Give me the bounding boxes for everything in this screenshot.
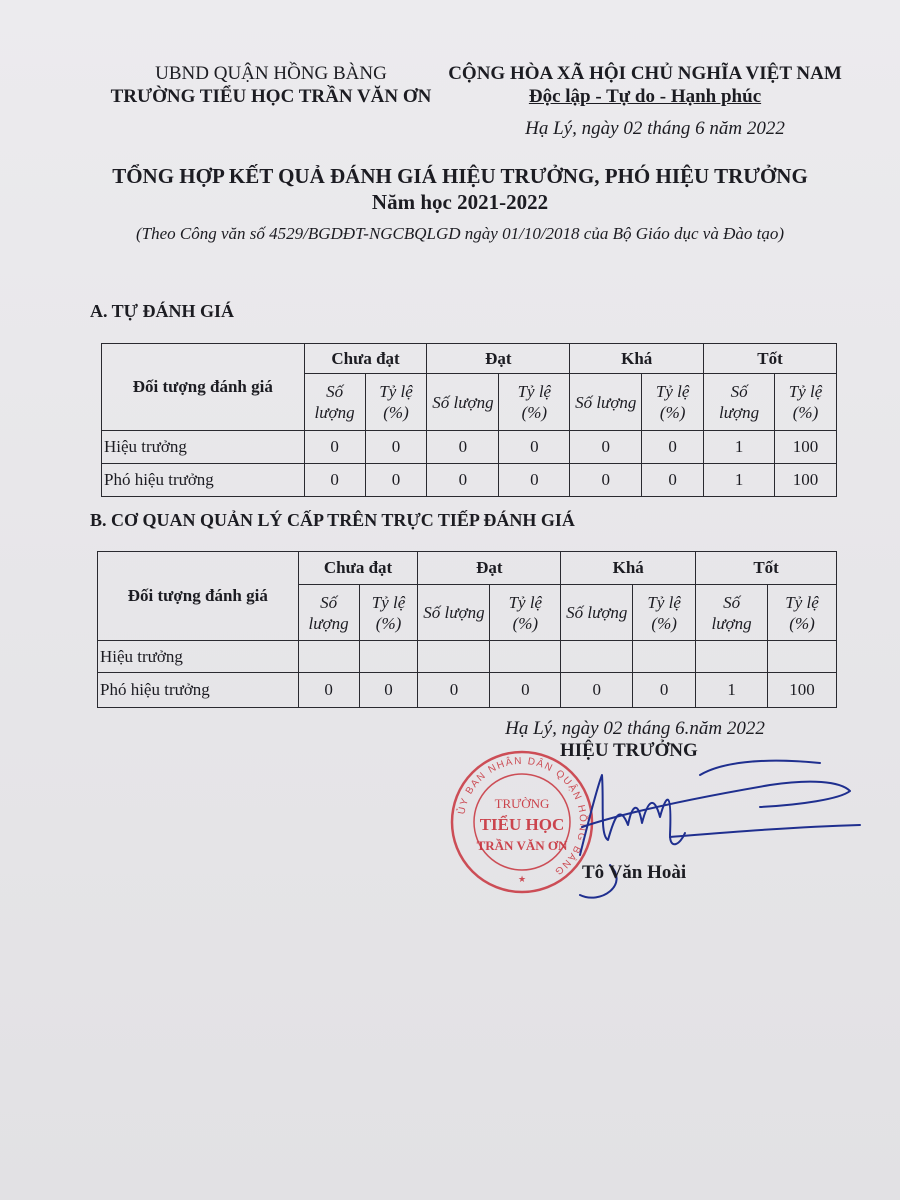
- group-header: Chưa đạt: [304, 344, 427, 374]
- row-label: Phó hiệu trưởng: [102, 464, 305, 497]
- group-header: Đạt: [418, 552, 561, 585]
- cell: 0: [561, 673, 633, 708]
- cell: [561, 641, 633, 673]
- cell: 1: [696, 673, 768, 708]
- group-header: Tốt: [704, 344, 837, 374]
- cell: [359, 641, 418, 673]
- group-header: Khá: [570, 344, 704, 374]
- object-header: Đối tượng đánh giá: [98, 552, 299, 641]
- cell: 0: [570, 431, 642, 464]
- cell: 0: [633, 673, 696, 708]
- row-label: Hiệu trưởng: [98, 641, 299, 673]
- count-header: Số lượng: [298, 585, 359, 641]
- table-row: [102, 431, 837, 464]
- cell: 100: [775, 464, 837, 497]
- cell: 0: [365, 464, 427, 497]
- rate-header: Tỷ lệ (%): [633, 585, 696, 641]
- rate-header: Tỷ lệ (%): [642, 374, 704, 431]
- table-row: [98, 673, 837, 708]
- cell: 0: [365, 431, 427, 464]
- section-a-table: [101, 343, 837, 497]
- signer-role: HIỆU TRƯỞNG: [560, 740, 698, 761]
- cell: 0: [298, 673, 359, 708]
- reference-note: (Theo Công văn số 4529/BGDĐT-NGCBQLGD ngày 01/10/2018 của Bộ Giáo dục và Đào tạo): [135, 224, 784, 243]
- national-motto: Độc lập - Tự do - Hạnh phúc: [528, 86, 762, 107]
- seal-line-2: TIỂU HỌC: [479, 815, 565, 834]
- seal-line-1: TRƯỜNG: [494, 796, 550, 811]
- group-header: Khá: [561, 552, 696, 585]
- section-b-table: [97, 551, 837, 708]
- count-header: Số lượng: [704, 374, 775, 431]
- section-a-title: A. TỰ ĐÁNH GIÁ: [90, 301, 235, 321]
- issuer-school: TRƯỜNG TIỂU HỌC TRẦN VĂN ƠN: [110, 86, 432, 107]
- rate-header: Tỷ lệ (%): [775, 374, 837, 431]
- section-b-title: B. CƠ QUAN QUẢN LÝ CẤP TRÊN TRỰC TIẾP ĐÁNH GIÁ: [90, 510, 575, 530]
- rate-header: Tỷ lệ (%): [490, 585, 561, 641]
- row-label: Phó hiệu trưởng: [98, 673, 299, 708]
- issuer-district: UBND QUẬN HỒNG BÀNG: [155, 63, 387, 84]
- cell: [633, 641, 696, 673]
- object-header: Đối tượng đánh giá: [102, 344, 305, 431]
- cell: 0: [642, 464, 704, 497]
- rate-header: Tỷ lệ (%): [768, 585, 837, 641]
- row-label: Hiệu trưởng: [102, 431, 305, 464]
- cell: 0: [642, 431, 704, 464]
- count-header: Số lượng: [570, 374, 642, 431]
- cell: 100: [768, 673, 837, 708]
- rate-header: Tỷ lệ (%): [359, 585, 418, 641]
- table-row: [98, 641, 837, 673]
- cell: 0: [304, 464, 365, 497]
- table-row: [102, 464, 837, 497]
- cell: 0: [427, 431, 499, 464]
- cell: 0: [570, 464, 642, 497]
- document-title: TỔNG HỢP KẾT QUẢ ĐÁNH GIÁ HIỆU TRƯỞNG, PHÓ HIỆU TRƯỞNG: [112, 164, 808, 188]
- seal-ring-text: ỦY BAN NHÂN DÂN QUẬN HỒNG BÀNG: [456, 755, 589, 878]
- cell: 0: [359, 673, 418, 708]
- cell: 100: [775, 431, 837, 464]
- document-title-block: [40, 163, 880, 215]
- cell: 0: [427, 464, 499, 497]
- cell: 1: [704, 431, 775, 464]
- cell: 0: [304, 431, 365, 464]
- cell: [768, 641, 837, 673]
- issuer-block: [96, 62, 446, 108]
- count-header: Số lượng: [304, 374, 365, 431]
- cell: 0: [499, 464, 570, 497]
- group-header: Tốt: [696, 552, 837, 585]
- cell: 1: [704, 464, 775, 497]
- group-header: Chưa đạt: [298, 552, 418, 585]
- group-header: Đạt: [427, 344, 570, 374]
- count-header: Số lượng: [418, 585, 490, 641]
- national-title: CỘNG HÒA XÃ HỘI CHỦ NGHĨA VIỆT NAM: [448, 63, 842, 84]
- cell: 0: [499, 431, 570, 464]
- national-motto-block: [440, 62, 850, 108]
- cell: [490, 641, 561, 673]
- count-header: Số lượng: [696, 585, 768, 641]
- seal-star-icon: ★: [517, 874, 527, 884]
- seal-line-3: TRẦN VĂN ƠN: [476, 838, 568, 853]
- cell: 0: [490, 673, 561, 708]
- count-header: Số lượng: [427, 374, 499, 431]
- issue-date: Hạ Lý, ngày 02 tháng 6 năm 2022: [525, 118, 785, 139]
- rate-header: Tỷ lệ (%): [365, 374, 427, 431]
- school-year: Năm học 2021-2022: [371, 190, 549, 214]
- signature-date: Hạ Lý, ngày 02 tháng 6.năm 2022: [505, 718, 765, 739]
- cell: 0: [418, 673, 490, 708]
- cell: [298, 641, 359, 673]
- rate-header: Tỷ lệ (%): [499, 374, 570, 431]
- cell: [418, 641, 490, 673]
- count-header: Số lượng: [561, 585, 633, 641]
- handwritten-signature: [517, 745, 880, 915]
- cell: [696, 641, 768, 673]
- signer-name: Tô Văn Hoài: [582, 862, 687, 883]
